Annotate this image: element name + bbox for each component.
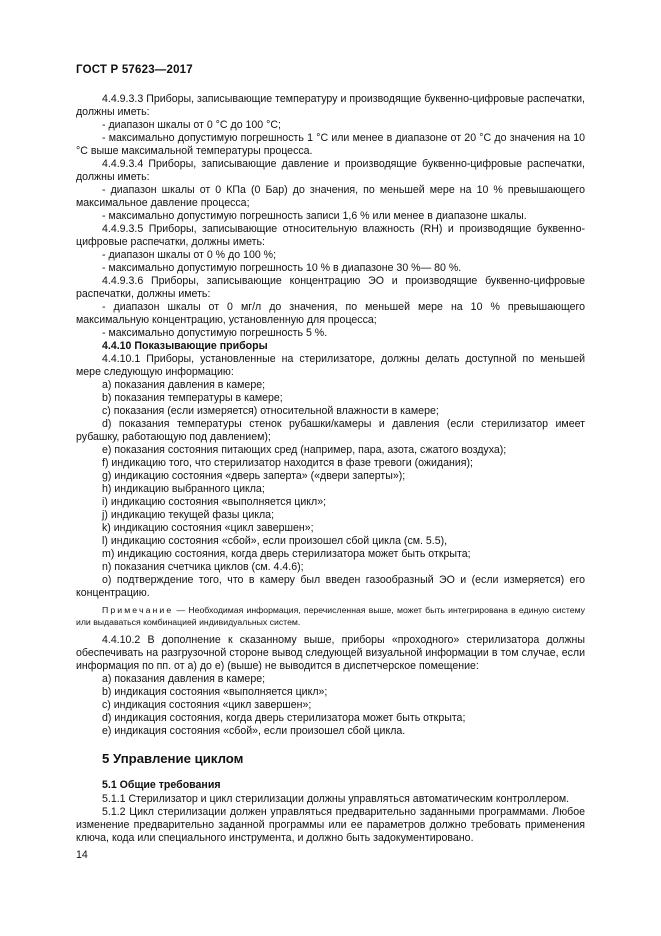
list-item: h) индикацию выбранного цикла; <box>102 483 265 495</box>
list-item: - максимально допустимую погрешность записи 1,6 % или менее в диапазоне шкалы. <box>102 210 527 222</box>
list-item: - максимально допустимую погрешность 10 % в диапазоне 30 %— 80 %. <box>102 262 462 274</box>
document-header: ГОСТ Р 57623—2017 <box>76 64 193 76</box>
paragraph-5-1-1: 5.1.1 Стерилизатор и цикл стерилизации должны управляться автоматическим контроллером. <box>102 793 570 805</box>
list-item: c) показания (если измеряется) относительной влажности в камере; <box>102 405 439 417</box>
paragraph-4-4-9-3-5: 4.4.9.3.5 Приборы, записывающие относительную влажность (RH) и производящие буквенно-цифровые распечатки, должны иметь: <box>76 223 585 248</box>
list-item: b) показания температуры в камере; <box>102 392 283 404</box>
list-item: e) показания состояния питающих сред (например, пара, азота, сжатого воздуха); <box>102 444 507 456</box>
paragraph-4-4-9-3-6: 4.4.9.3.6 Приборы, записывающие концентрацию ЭО и производящие буквенно-цифровые распечатки, должны иметь: <box>76 275 585 300</box>
note-text: — Необходимая информация, перечисленная выше, может быть интегрирована в единую систему или выдаваться комбинацией индивидуальных систем. <box>76 605 585 627</box>
list-item: - максимально допустимую погрешность 1 °С или менее в диапазоне от 20 °С до значения на 10 °С выше максимальной температуры процесса. <box>76 132 585 157</box>
list-item: - диапазон шкалы от 0 КПа (0 Бар) до значения, по меньшей мере на 10 % превышающего максимальное давление процесса; <box>76 184 585 209</box>
list-item: d) индикация состояния, когда дверь стерилизатора может быть открыта; <box>102 712 466 724</box>
page-number: 14 <box>76 849 88 861</box>
note <box>76 605 585 628</box>
list-item: a) показания давления в камере; <box>102 379 266 391</box>
paragraph-5-1-2: 5.1.2 Цикл стерилизации должен управляться предварительно заданными программами. Любое изменение предварительно заданной программы или ее параметров должно требовать применения ключа, кода или специального инструмента, и должно быть задокументировано. <box>76 806 585 844</box>
paragraph-4-4-10-1: 4.4.10.1 Приборы, установленные на стерилизаторе, должны делать доступной по меньшей мере следующую информацию: <box>76 353 585 378</box>
paragraph-4-4-9-3-3: 4.4.9.3.3 Приборы, записывающие температуру и производящие буквенно-цифровые распечатки, должны иметь: <box>76 93 585 118</box>
document-body <box>76 93 585 845</box>
list-item: m) индикацию состояния, когда дверь стерилизатора может быть открыта; <box>102 548 471 560</box>
subsection-heading-5-1: 5.1 Общие требования <box>102 779 221 791</box>
note-label: Примечание <box>102 605 174 615</box>
list-item: g) индикацию состояния «дверь заперта» («двери заперты»); <box>102 470 406 482</box>
list-item: n) показания счетчика циклов (см. 4.4.6); <box>102 561 304 573</box>
list-item: c) индикация состояния «цикл завершен»; <box>102 699 312 711</box>
list-item: o) подтверждение того, что в камеру был введен газообразный ЭО и (если измеряется) его концентрацию. <box>76 574 585 599</box>
section-heading-5: 5 Управление циклом <box>102 751 244 766</box>
list-item: e) индикация состояния «сбой», если произошел сбой цикла. <box>102 725 406 737</box>
paragraph-4-4-10-2: 4.4.10.2 В дополнение к сказанному выше, приборы «проходного» стерилизатора должны обеспечивать на разгрузочной стороне вывод следующей визуальной информации в том случае, если информация по пп. от а) до е) (выше) не выводится в диспетчерское помещение: <box>76 634 585 672</box>
list-item: b) индикация состояния «выполняется цикл»; <box>102 686 328 698</box>
list-item: - диапазон шкалы от 0 °С до 100 °С; <box>102 119 281 131</box>
list-item: a) показания давления в камере; <box>102 673 266 685</box>
list-item: j) индикацию текущей фазы цикла; <box>102 509 275 521</box>
list-item: i) индикацию состояния «выполняется цикл»; <box>102 496 327 508</box>
list-item: f) индикацию того, что стерилизатор находится в фазе тревоги (ожидания); <box>102 457 473 469</box>
list-item: - диапазон шкалы от 0 мг/л до значения, по меньшей мере на 10 % превышающего максимальную концентрацию, установленную для процесса; <box>76 301 585 326</box>
list-item: l) индикацию состояния «сбой», если произошел сбой цикла (см. 5.5), <box>102 535 448 547</box>
list-item: d) показания температуры стенок рубашки/камеры и давления (если стерилизатор имеет рубашку, работающую под давлением); <box>76 418 585 443</box>
list-item: - максимально допустимую погрешность 5 %. <box>102 327 328 339</box>
subsection-heading-4-4-10: 4.4.10 Показывающие приборы <box>102 340 268 352</box>
list-item: k) индикацию состояния «цикл завершен»; <box>102 522 314 534</box>
list-item: - диапазон шкалы от 0 % до 100 %; <box>102 249 277 261</box>
paragraph-4-4-9-3-4: 4.4.9.3.4 Приборы, записывающие давление и производящие буквенно-цифровые распечатки, должны иметь: <box>76 158 585 183</box>
